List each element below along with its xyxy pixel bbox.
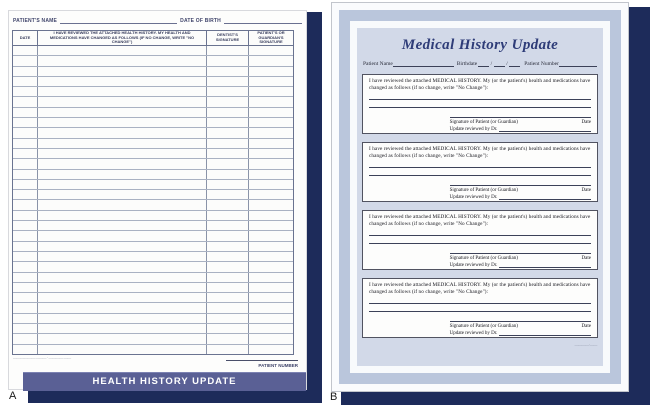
table-cell[interactable] [13, 190, 38, 199]
table-cell[interactable] [13, 170, 38, 179]
table-cell[interactable] [13, 293, 38, 302]
update-block-4 [362, 278, 598, 338]
table-cell[interactable] [207, 190, 249, 199]
col-header-date: DATE [13, 31, 38, 45]
table-cell[interactable] [38, 345, 207, 354]
table-cell[interactable] [13, 334, 38, 343]
write-in-line[interactable] [369, 167, 591, 168]
table-row [13, 56, 293, 66]
birthdate-year-field[interactable] [509, 61, 520, 67]
reviewed-by-label: Update reviewed by Dr. [449, 263, 498, 268]
signature-label: Signature of Patient (or Guardian) [449, 323, 518, 329]
table-cell[interactable] [207, 283, 249, 292]
table-cell[interactable] [207, 231, 249, 240]
table-cell[interactable] [38, 252, 207, 261]
table-cell[interactable] [13, 159, 38, 168]
table-cell[interactable] [13, 262, 38, 271]
birthdate-slash: / [490, 61, 493, 67]
form-a-page [8, 10, 307, 390]
table-cell[interactable] [207, 128, 249, 137]
form-b-fine-print: ————·—— [574, 342, 597, 347]
table-cell[interactable] [207, 118, 249, 127]
write-in-line[interactable] [369, 311, 591, 312]
table-cell[interactable] [38, 190, 207, 199]
table-cell[interactable] [38, 97, 207, 106]
table-cell[interactable] [13, 180, 38, 189]
form-a-header-row [13, 18, 302, 24]
block-statement: I have reviewed the attached MEDICAL HISTORY. My (or the patient's) health and medications have changed as follows (if no change, write "No Change"): [369, 146, 591, 159]
table-cell[interactable] [38, 314, 207, 323]
form-a-title-banner: HEALTH HISTORY UPDATE [23, 372, 306, 391]
table-cell[interactable] [13, 314, 38, 323]
table-cell[interactable] [207, 149, 249, 158]
table-row [13, 324, 293, 334]
table-cell[interactable] [207, 242, 249, 251]
table-cell[interactable] [207, 56, 249, 65]
signature-label: Signature of Patient (or Guardian) [449, 119, 518, 125]
table-row [13, 211, 293, 221]
table-cell[interactable] [249, 283, 293, 292]
table-cell[interactable] [249, 211, 293, 220]
table-cell[interactable] [13, 77, 38, 86]
reviewed-by-field[interactable] [499, 194, 591, 200]
form-b-title: Medical History Update [401, 37, 559, 53]
table-cell[interactable] [38, 139, 207, 148]
table-cell[interactable] [13, 118, 38, 127]
table-cell[interactable] [207, 180, 249, 189]
table-cell[interactable] [38, 231, 207, 240]
table-cell[interactable] [13, 283, 38, 292]
table-cell[interactable] [249, 273, 293, 282]
reviewed-by-label: Update reviewed by Dr. [449, 195, 498, 200]
table-cell[interactable] [38, 200, 207, 209]
table-row [13, 262, 293, 272]
table-cell[interactable] [38, 324, 207, 333]
table-cell[interactable] [207, 200, 249, 209]
table-cell[interactable] [249, 221, 293, 230]
table-cell[interactable] [38, 108, 207, 117]
block-statement: I have reviewed the attached MEDICAL HISTORY. My (or the patient's) health and medications have changed as follows (if no change, write "No Change"): [369, 214, 591, 227]
table-cell[interactable] [249, 262, 293, 271]
table-cell[interactable] [207, 303, 249, 312]
col-header-statement: I HAVE REVIEWED THE ATTACHED HEALTH HISTORY. MY HEALTH AND MEDICATIONS HAVE CHANGED AS FOLLOWS (IF NO CHANGE, WRITE "NO CHANGE") [38, 31, 207, 45]
table-row [13, 118, 293, 128]
table-cell[interactable] [38, 67, 207, 76]
reviewed-by-label: Update reviewed by Dr. [449, 331, 498, 336]
block-statement: I have reviewed the attached MEDICAL HISTORY. My (or the patient's) health and medications have changed as follows (if no change, write "No Change"): [369, 282, 591, 295]
table-cell[interactable] [207, 273, 249, 282]
table-cell[interactable] [249, 46, 293, 55]
date-of-birth-field[interactable] [224, 18, 302, 24]
table-row [13, 170, 293, 180]
table-row [13, 314, 293, 324]
table-cell[interactable] [207, 108, 249, 117]
table-cell[interactable] [249, 242, 293, 251]
table-row [13, 77, 293, 87]
table-cell[interactable] [38, 159, 207, 168]
col-header-dentist-signature: DENTIST'S SIGNATURE [207, 31, 249, 45]
table-cell[interactable] [207, 314, 249, 323]
table-cell[interactable] [13, 128, 38, 137]
update-block-3 [362, 210, 598, 270]
write-in-line[interactable] [369, 303, 591, 304]
history-table-body [13, 46, 293, 354]
reviewed-by-field[interactable] [499, 126, 591, 132]
table-cell[interactable] [38, 170, 207, 179]
table-cell[interactable] [13, 231, 38, 240]
table-cell[interactable] [249, 56, 293, 65]
table-cell[interactable] [249, 293, 293, 302]
history-table [12, 30, 294, 355]
table-row [13, 273, 293, 283]
table-row [13, 200, 293, 210]
birthdate-day-field[interactable] [494, 61, 505, 67]
table-row [13, 252, 293, 262]
table-cell[interactable] [207, 97, 249, 106]
table-row [13, 128, 293, 138]
table-cell[interactable] [249, 334, 293, 343]
table-cell[interactable] [249, 345, 293, 354]
write-in-line[interactable] [369, 107, 591, 108]
table-cell[interactable] [13, 345, 38, 354]
table-cell[interactable] [13, 242, 38, 251]
block-statement: I have reviewed the attached MEDICAL HISTORY. My (or the patient's) health and medications have changed as follows (if no change, write "No Change"): [369, 78, 591, 91]
table-cell[interactable] [249, 149, 293, 158]
table-row [13, 159, 293, 169]
form-a-fine-print: —————— ——— · ———— —— [13, 355, 71, 360]
table-cell[interactable] [13, 67, 38, 76]
table-cell[interactable] [249, 139, 293, 148]
table-cell[interactable] [13, 211, 38, 220]
signature-row[interactable] [450, 117, 591, 125]
table-cell[interactable] [13, 97, 38, 106]
table-cell[interactable] [207, 211, 249, 220]
table-cell[interactable] [249, 190, 293, 199]
reviewed-by-field[interactable] [499, 262, 591, 268]
panel-label-b: B [330, 391, 338, 403]
table-cell[interactable] [249, 118, 293, 127]
reviewed-by-row [450, 194, 591, 200]
table-cell[interactable] [249, 314, 293, 323]
table-cell[interactable] [249, 97, 293, 106]
table-cell[interactable] [207, 170, 249, 179]
reviewed-by-row [450, 126, 591, 132]
table-cell[interactable] [249, 180, 293, 189]
patient-number-label: Patient Number [524, 61, 559, 67]
table-cell[interactable] [38, 118, 207, 127]
table-row [13, 67, 293, 77]
table-cell[interactable] [38, 221, 207, 230]
table-cell[interactable] [13, 87, 38, 96]
table-row [13, 231, 293, 241]
table-row [13, 139, 293, 149]
write-in-line[interactable] [369, 99, 591, 100]
table-row [13, 180, 293, 190]
table-cell[interactable] [249, 252, 293, 261]
form-b-patient-row [361, 61, 599, 67]
table-row [13, 97, 293, 107]
date-label: Date [581, 119, 591, 125]
table-row [13, 221, 293, 231]
table-cell[interactable] [13, 221, 38, 230]
table-row [13, 334, 293, 344]
table-row [13, 190, 293, 200]
panel-label-a: A [9, 390, 17, 402]
table-cell[interactable] [207, 77, 249, 86]
patient-name-field[interactable] [393, 61, 454, 67]
table-cell[interactable] [207, 221, 249, 230]
birthdate-slash: / [506, 61, 508, 67]
table-cell[interactable] [38, 46, 207, 55]
table-cell[interactable] [38, 334, 207, 343]
table-row [13, 108, 293, 118]
date-label: Date [581, 323, 591, 329]
table-row [13, 345, 293, 354]
birthdate-month-field[interactable] [478, 61, 489, 67]
reviewed-by-field[interactable] [499, 330, 591, 336]
update-block-1 [362, 74, 598, 134]
table-cell[interactable] [249, 170, 293, 179]
reviewed-by-label: Update reviewed by Dr. [449, 127, 498, 132]
table-cell[interactable] [38, 77, 207, 86]
table-row [13, 303, 293, 313]
form-b-inner-area [350, 21, 610, 373]
table-cell[interactable] [13, 56, 38, 65]
signature-row[interactable] [450, 253, 591, 261]
form-b-decorative-frame [339, 10, 621, 384]
write-in-line[interactable] [369, 243, 591, 244]
table-cell[interactable] [38, 283, 207, 292]
table-cell[interactable] [207, 252, 249, 261]
table-cell[interactable] [207, 87, 249, 96]
update-block-2 [362, 142, 598, 202]
date-label: Date [581, 255, 591, 261]
table-cell[interactable] [249, 67, 293, 76]
reviewed-by-row [450, 330, 591, 336]
table-cell[interactable] [249, 303, 293, 312]
table-cell[interactable] [207, 46, 249, 55]
reviewed-by-row [450, 262, 591, 268]
table-cell[interactable] [38, 211, 207, 220]
table-cell[interactable] [207, 139, 249, 148]
table-cell[interactable] [13, 139, 38, 148]
patient-name-label: PATIENT'S NAME [13, 18, 58, 24]
signature-label: Signature of Patient (or Guardian) [449, 255, 518, 261]
table-cell[interactable] [207, 67, 249, 76]
table-cell[interactable] [13, 46, 38, 55]
table-row [13, 87, 293, 97]
signature-row[interactable] [450, 321, 591, 329]
table-cell[interactable] [38, 293, 207, 302]
table-cell[interactable] [38, 262, 207, 271]
table-cell[interactable] [38, 56, 207, 65]
table-cell[interactable] [249, 200, 293, 209]
table-cell[interactable] [249, 87, 293, 96]
signature-row[interactable] [450, 185, 591, 193]
table-cell[interactable] [207, 293, 249, 302]
patient-name-field[interactable] [60, 18, 177, 24]
table-row [13, 149, 293, 159]
signature-label: Signature of Patient (or Guardian) [449, 187, 518, 193]
col-header-patient-signature: PATIENT'S OR GUARDIAN'S SIGNATURE [257, 30, 285, 45]
table-cell[interactable] [249, 77, 293, 86]
table-cell[interactable] [13, 252, 38, 261]
table-cell[interactable] [249, 108, 293, 117]
patient-number-field[interactable] [559, 61, 597, 67]
table-cell[interactable] [13, 324, 38, 333]
date-of-birth-label: DATE OF BIRTH [180, 18, 221, 24]
write-in-line[interactable] [369, 175, 591, 176]
table-cell[interactable] [207, 159, 249, 168]
table-row [13, 283, 293, 293]
date-label: Date [581, 187, 591, 193]
table-cell[interactable] [38, 303, 207, 312]
table-cell[interactable] [207, 334, 249, 343]
table-row [13, 293, 293, 303]
table-cell[interactable] [13, 273, 38, 282]
table-cell[interactable] [13, 108, 38, 117]
table-row [13, 46, 293, 56]
history-table-header [13, 31, 293, 46]
update-blocks [361, 74, 599, 338]
table-cell[interactable] [13, 149, 38, 158]
table-cell[interactable] [38, 180, 207, 189]
table-cell[interactable] [38, 273, 207, 282]
patient-number-field[interactable]: PATIENT NUMBER [226, 360, 298, 368]
birthdate-label: Birthdate [456, 61, 478, 67]
table-cell[interactable] [13, 200, 38, 209]
table-cell[interactable] [38, 87, 207, 96]
table-cell[interactable] [207, 345, 249, 354]
form-b-page [331, 2, 629, 392]
table-cell[interactable] [38, 128, 207, 137]
table-cell[interactable] [249, 324, 293, 333]
table-cell[interactable] [249, 231, 293, 240]
table-cell[interactable] [249, 128, 293, 137]
patient-name-label: Patient Name [363, 61, 393, 67]
table-cell[interactable] [249, 159, 293, 168]
table-cell[interactable] [207, 262, 249, 271]
table-cell[interactable] [38, 242, 207, 251]
table-cell[interactable] [207, 324, 249, 333]
table-cell[interactable] [13, 303, 38, 312]
table-cell[interactable] [38, 149, 207, 158]
write-in-line[interactable] [369, 235, 591, 236]
table-row [13, 242, 293, 252]
